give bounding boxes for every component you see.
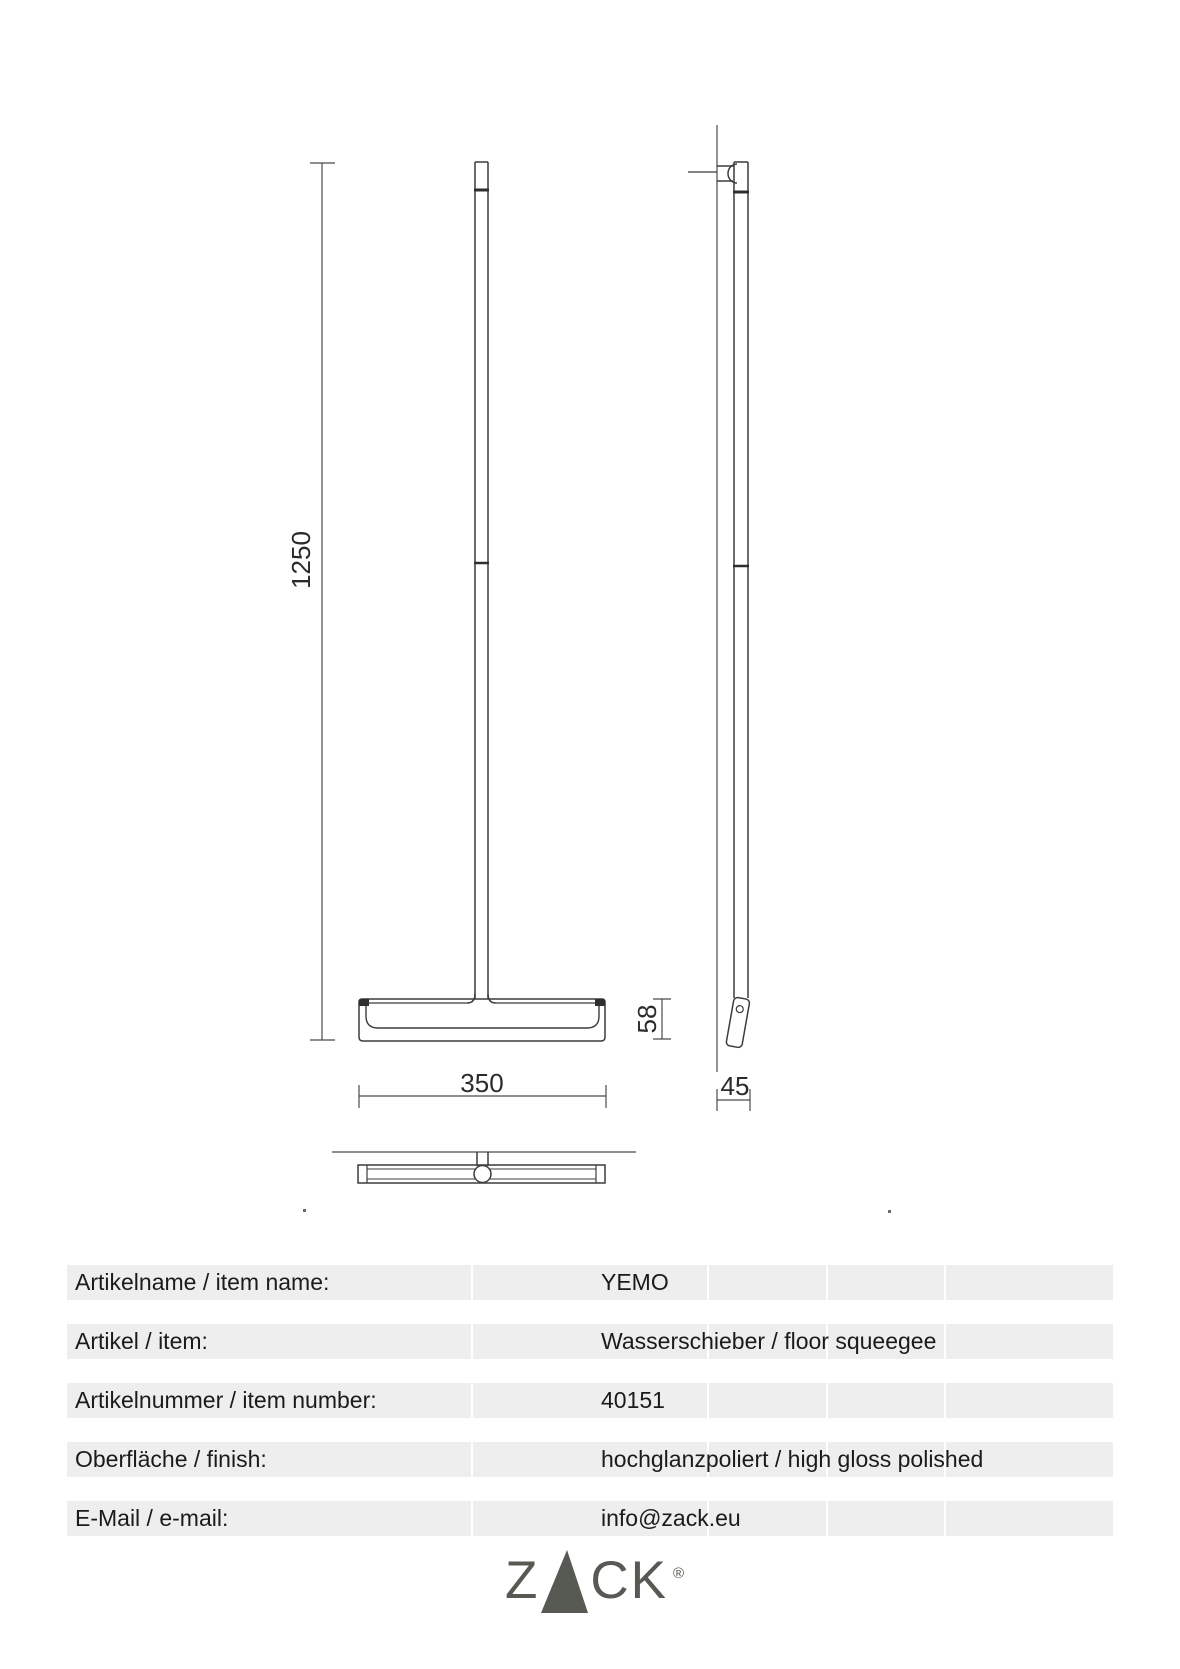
table-row [67,1442,1113,1477]
logo-letters-ck: CK [590,1551,669,1610]
front-view [359,162,605,1041]
logo-triangle-icon [541,1550,588,1613]
height-dimension-label: 1250 [286,531,316,589]
table-row [67,1501,1113,1536]
registered-trademark-mark: ® [672,1565,685,1582]
blade-end-cap-left [359,999,369,1006]
row-value: YEMO [601,1269,669,1295]
print-artifacts [303,1209,891,1213]
row-value: 40151 [601,1387,665,1413]
row-label: E-Mail / e-mail: [75,1505,229,1531]
blade-dimension-label: 58 [632,1004,662,1034]
depth-dimension-label: 45 [720,1071,750,1101]
row-value: hochglanzpoliert / high gloss polished [601,1446,984,1472]
row-value: info@zack.eu [601,1505,741,1531]
table-row [67,1265,1113,1300]
dimension-height-lines [310,163,335,1040]
side-blade [726,997,750,1048]
handle-joint-circle [474,1166,491,1183]
row-label: Artikel / item: [75,1328,208,1354]
table-row [67,1383,1113,1418]
row-label: Artikelnummer / item number: [75,1387,377,1413]
blade-end-cap-right [595,999,605,1006]
table-row [67,1324,1113,1359]
top-view [332,1152,636,1183]
width-dimension-label: 350 [460,1068,504,1098]
hanging-eyelet [728,164,737,183]
row-label: Artikelname / item name: [75,1269,330,1295]
row-label: Oberfläche / finish: [75,1446,267,1472]
row-value: Wasserschieber / floor squeegee [601,1328,937,1354]
zack-logo [505,1549,685,1613]
logo-letter-z: Z [505,1551,540,1610]
side-view [688,125,750,1072]
